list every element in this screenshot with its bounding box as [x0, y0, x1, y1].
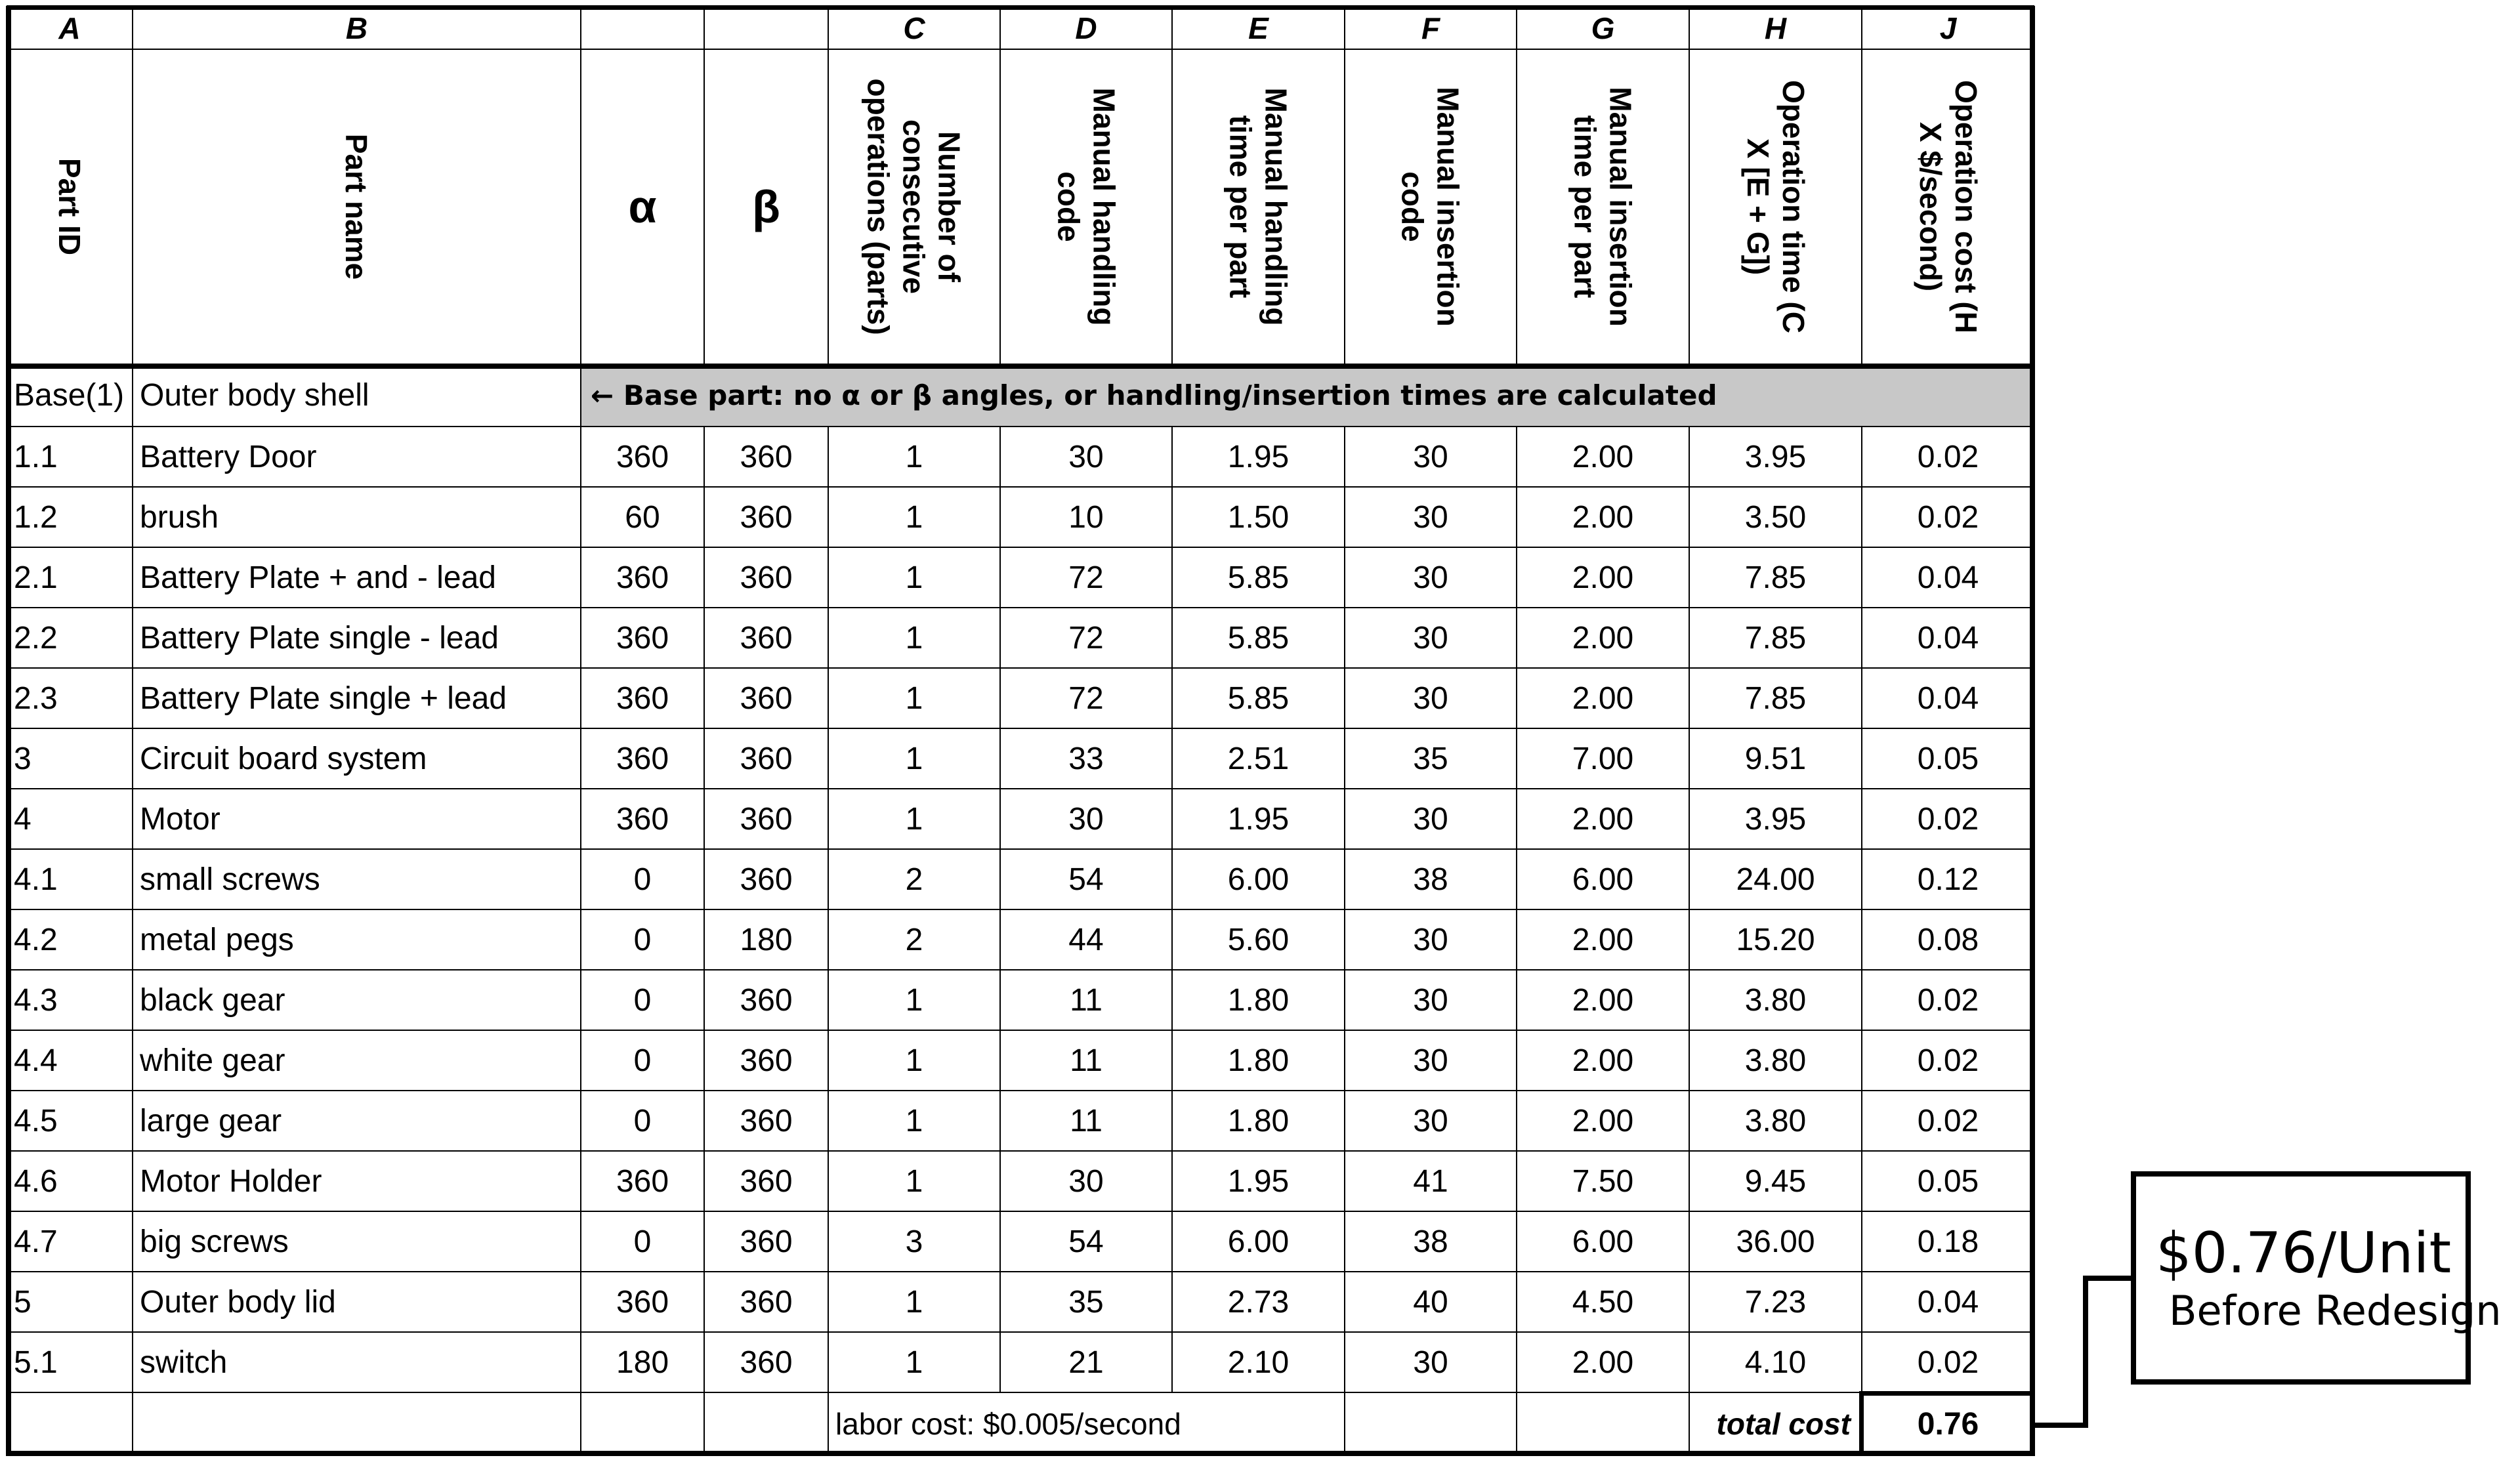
value-cell: 360 [704, 1331, 829, 1393]
value-cell: 72 [999, 667, 1173, 729]
column-letter [580, 6, 705, 50]
value-cell: 2 [828, 909, 1001, 970]
part-id-cell: 3 [6, 728, 133, 789]
part-id-cell: 1.1 [6, 426, 133, 488]
value-cell: 6.00 [1516, 1211, 1690, 1272]
column-header-label: Manual handling code [1051, 87, 1122, 326]
column-header-label: Operation cost (H X $/second) [1913, 80, 1983, 333]
value-cell: 1 [828, 1271, 1001, 1333]
value-cell: 6.00 [1516, 848, 1690, 910]
value-cell: 0.04 [1861, 667, 2035, 729]
value-cell: 0.18 [1861, 1211, 2035, 1272]
footer-empty-cell [132, 1392, 581, 1456]
value-cell: 360 [704, 667, 829, 729]
value-cell: 21 [999, 1331, 1173, 1393]
value-cell: 72 [999, 547, 1173, 608]
part-id-cell: 2.1 [6, 547, 133, 608]
value-cell: 0.04 [1861, 547, 2035, 608]
part-name-cell: Battery Plate single - lead [132, 607, 581, 669]
part-id-cell: 4.6 [6, 1150, 133, 1212]
base-part-id: Base(1) [6, 364, 133, 427]
value-cell: 33 [999, 728, 1173, 789]
column-header [1171, 49, 1345, 365]
value-cell: 30 [1344, 1331, 1517, 1393]
value-cell: 30 [1344, 1090, 1517, 1152]
part-name-cell: large gear [132, 1090, 581, 1152]
value-cell: 30 [1344, 426, 1517, 488]
value-cell: 30 [1344, 1030, 1517, 1091]
value-cell: 360 [704, 1271, 829, 1333]
value-cell: 360 [704, 1030, 829, 1091]
value-cell: 7.85 [1689, 607, 1862, 669]
value-cell: 7.23 [1689, 1271, 1862, 1333]
value-cell: 1 [828, 1030, 1001, 1091]
part-id-cell: 4.7 [6, 1211, 133, 1272]
footer-empty-cell [1516, 1392, 1690, 1456]
value-cell: 5.60 [1171, 909, 1345, 970]
part-name-cell: Battery Plate + and - lead [132, 547, 581, 608]
part-id-cell: 5 [6, 1271, 133, 1333]
unit-cost-amount: $0.76/Unit [2156, 1220, 2452, 1286]
value-cell: 1 [828, 547, 1001, 608]
value-cell: 11 [999, 1030, 1173, 1091]
base-part-note: ← Base part: no α or β angles, or handling/insertion times are calculated [580, 364, 2035, 427]
value-cell: 1 [828, 667, 1001, 729]
part-name-cell: brush [132, 486, 581, 548]
value-cell: 11 [999, 969, 1173, 1031]
part-name-cell: Circuit board system [132, 728, 581, 789]
column-letter: F [1344, 6, 1517, 50]
value-cell: 1 [828, 607, 1001, 669]
value-cell: 7.00 [1516, 728, 1690, 789]
part-name-cell: white gear [132, 1030, 581, 1091]
value-cell: 0.05 [1861, 1150, 2035, 1212]
value-cell: 0.12 [1861, 848, 2035, 910]
column-letter: J [1861, 6, 2035, 50]
column-letter: A [6, 6, 133, 50]
value-cell: 0 [580, 909, 705, 970]
column-header [132, 49, 581, 365]
value-cell: 0.04 [1861, 607, 2035, 669]
value-cell: 2.00 [1516, 1030, 1690, 1091]
header-divider [7, 364, 2034, 369]
value-cell: 54 [999, 1211, 1173, 1272]
value-cell: 35 [999, 1271, 1173, 1333]
value-cell: 360 [580, 1271, 705, 1333]
total-cost-label: total cost [1689, 1392, 1862, 1456]
value-cell: 0 [580, 848, 705, 910]
value-cell: 2.00 [1516, 547, 1690, 608]
part-name-cell: metal pegs [132, 909, 581, 970]
column-header-label: Manual insertion time per part [1568, 87, 1638, 327]
value-cell: 4.10 [1689, 1331, 1862, 1393]
value-cell: 9.45 [1689, 1150, 1862, 1212]
value-cell: 7.85 [1689, 667, 1862, 729]
column-letter: C [828, 6, 1001, 50]
value-cell: 0.02 [1861, 426, 2035, 488]
value-cell: 0.02 [1861, 788, 2035, 850]
value-cell: 360 [704, 1150, 829, 1212]
base-part-name: Outer body shell [132, 364, 581, 427]
value-cell: 1.80 [1171, 1090, 1345, 1152]
value-cell: 1.95 [1171, 788, 1345, 850]
value-cell: 360 [704, 728, 829, 789]
value-cell: 1 [828, 426, 1001, 488]
footer-empty-cell [704, 1392, 829, 1456]
value-cell: 0.02 [1861, 1090, 2035, 1152]
column-letter: B [132, 6, 581, 50]
value-cell: 0.02 [1861, 1331, 2035, 1393]
value-cell: 54 [999, 848, 1173, 910]
footer-empty-cell [6, 1392, 133, 1456]
value-cell: 3.80 [1689, 969, 1862, 1031]
part-id-cell: 4.5 [6, 1090, 133, 1152]
value-cell: 38 [1344, 848, 1517, 910]
value-cell: 15.20 [1689, 909, 1862, 970]
column-header-label: Part ID [52, 157, 87, 256]
value-cell: 2.00 [1516, 667, 1690, 729]
value-cell: 5.85 [1171, 607, 1345, 669]
column-header-label: Number of consecutive operations (parts) [862, 78, 967, 335]
value-cell: 360 [704, 426, 829, 488]
value-cell: 24.00 [1689, 848, 1862, 910]
value-cell: 6.00 [1171, 848, 1345, 910]
value-cell: 1.80 [1171, 1030, 1345, 1091]
value-cell: 44 [999, 909, 1173, 970]
labor-cost-note: labor cost: $0.005/second [828, 1392, 1345, 1456]
total-cost-value: 0.76 [1861, 1392, 2035, 1456]
value-cell: 3 [828, 1211, 1001, 1272]
column-header [6, 49, 133, 365]
value-cell: 0.02 [1861, 486, 2035, 548]
value-cell: 2.00 [1516, 969, 1690, 1031]
column-letter: E [1171, 6, 1345, 50]
value-cell: 30 [999, 426, 1173, 488]
part-id-cell: 4.3 [6, 969, 133, 1031]
value-cell: 2.51 [1171, 728, 1345, 789]
value-cell: 2.73 [1171, 1271, 1345, 1333]
value-cell: 360 [704, 788, 829, 850]
value-cell: 2 [828, 848, 1001, 910]
value-cell: 2.00 [1516, 426, 1690, 488]
unit-cost-subtitle: Before Redesign [2169, 1286, 2502, 1335]
value-cell: 41 [1344, 1150, 1517, 1212]
value-cell: 5.85 [1171, 667, 1345, 729]
value-cell: 2.00 [1516, 486, 1690, 548]
value-cell: 360 [704, 607, 829, 669]
value-cell: 40 [1344, 1271, 1517, 1333]
value-cell: 5.85 [1171, 547, 1345, 608]
part-id-cell: 2.2 [6, 607, 133, 669]
part-name-cell: Battery Plate single + lead [132, 667, 581, 729]
column-header [1689, 49, 1862, 365]
value-cell: 0 [580, 969, 705, 1031]
column-letter: D [999, 6, 1173, 50]
part-name-cell: Outer body lid [132, 1271, 581, 1333]
value-cell: 11 [999, 1090, 1173, 1152]
value-cell: 1 [828, 1150, 1001, 1212]
column-header [999, 49, 1173, 365]
value-cell: 360 [580, 1150, 705, 1212]
unit-cost-callout [2131, 1171, 2502, 1385]
column-header-label: Manual handling time per part [1223, 87, 1293, 326]
value-cell: 360 [580, 607, 705, 669]
total-cost-box [1859, 1391, 2034, 1455]
value-cell: 1.50 [1171, 486, 1345, 548]
column-header [1344, 49, 1517, 365]
value-cell: 360 [704, 547, 829, 608]
value-cell: 0.02 [1861, 969, 2035, 1031]
value-cell: 360 [704, 1211, 829, 1272]
value-cell: 30 [999, 1150, 1173, 1212]
value-cell: 2.00 [1516, 788, 1690, 850]
value-cell: 0.08 [1861, 909, 2035, 970]
value-cell: 3.95 [1689, 788, 1862, 850]
value-cell: 30 [1344, 969, 1517, 1031]
value-cell: 1 [828, 1331, 1001, 1393]
value-cell: 2.10 [1171, 1331, 1345, 1393]
value-cell: 30 [1344, 607, 1517, 669]
value-cell: 60 [580, 486, 705, 548]
value-cell: 30 [1344, 486, 1517, 548]
part-id-cell: 1.2 [6, 486, 133, 548]
value-cell: 360 [580, 788, 705, 850]
column-letter: H [1689, 6, 1862, 50]
part-id-cell: 4.1 [6, 848, 133, 910]
angle-header-label: α [628, 181, 657, 232]
part-id-cell: 4.2 [6, 909, 133, 970]
value-cell: 38 [1344, 1211, 1517, 1272]
angle-header-label: β [752, 181, 780, 232]
value-cell: 360 [580, 728, 705, 789]
footer-empty-cell [580, 1392, 705, 1456]
column-header-label: Manual insertion code [1396, 87, 1466, 327]
value-cell: 3.80 [1689, 1030, 1862, 1091]
value-cell: 7.85 [1689, 547, 1862, 608]
value-cell: 9.51 [1689, 728, 1862, 789]
column-header [1516, 49, 1690, 365]
value-cell: 1.95 [1171, 426, 1345, 488]
value-cell: 0 [580, 1030, 705, 1091]
value-cell: 2.00 [1516, 1090, 1690, 1152]
value-cell: 360 [704, 486, 829, 548]
value-cell: 360 [704, 1090, 829, 1152]
part-name-cell: Motor Holder [132, 1150, 581, 1212]
value-cell: 0.04 [1861, 1271, 2035, 1333]
column-letter [704, 6, 829, 50]
part-id-cell: 5.1 [6, 1331, 133, 1393]
column-header-label: Operation time (C X [E + G]) [1740, 80, 1811, 333]
column-header-label: Part name [339, 133, 374, 280]
part-name-cell: Battery Door [132, 426, 581, 488]
value-cell: 3.50 [1689, 486, 1862, 548]
part-name-cell: big screws [132, 1211, 581, 1272]
column-letter: G [1516, 6, 1690, 50]
part-name-cell: Motor [132, 788, 581, 850]
value-cell: 360 [704, 969, 829, 1031]
value-cell: 30 [1344, 788, 1517, 850]
value-cell: 180 [580, 1331, 705, 1393]
value-cell: 360 [704, 848, 829, 910]
value-cell: 30 [1344, 667, 1517, 729]
value-cell: 2.00 [1516, 607, 1690, 669]
column-header [828, 49, 1001, 365]
value-cell: 1 [828, 969, 1001, 1031]
part-name-cell: black gear [132, 969, 581, 1031]
value-cell: 1.95 [1171, 1150, 1345, 1212]
part-name-cell: small screws [132, 848, 581, 910]
value-cell: 1 [828, 1090, 1001, 1152]
value-cell: 360 [580, 426, 705, 488]
value-cell: 1.80 [1171, 969, 1345, 1031]
part-id-cell: 4.4 [6, 1030, 133, 1091]
value-cell: 360 [580, 667, 705, 729]
value-cell: 7.50 [1516, 1150, 1690, 1212]
value-cell: 360 [580, 547, 705, 608]
footer-empty-cell [1344, 1392, 1517, 1456]
value-cell: 30 [1344, 909, 1517, 970]
column-header [580, 49, 705, 365]
value-cell: 35 [1344, 728, 1517, 789]
value-cell: 30 [1344, 547, 1517, 608]
value-cell: 10 [999, 486, 1173, 548]
value-cell: 2.00 [1516, 909, 1690, 970]
value-cell: 3.95 [1689, 426, 1862, 488]
part-id-cell: 2.3 [6, 667, 133, 729]
value-cell: 6.00 [1171, 1211, 1345, 1272]
value-cell: 180 [704, 909, 829, 970]
value-cell: 3.80 [1689, 1090, 1862, 1152]
value-cell: 4.50 [1516, 1271, 1690, 1333]
column-header [1861, 49, 2035, 365]
column-header [704, 49, 829, 365]
value-cell: 72 [999, 607, 1173, 669]
value-cell: 0.02 [1861, 1030, 2035, 1091]
value-cell: 36.00 [1689, 1211, 1862, 1272]
part-name-cell: switch [132, 1331, 581, 1393]
value-cell: 30 [999, 788, 1173, 850]
value-cell: 1 [828, 728, 1001, 789]
value-cell: 2.00 [1516, 1331, 1690, 1393]
value-cell: 1 [828, 788, 1001, 850]
part-id-cell: 4 [6, 788, 133, 850]
value-cell: 0 [580, 1090, 705, 1152]
value-cell: 1 [828, 486, 1001, 548]
value-cell: 0.05 [1861, 728, 2035, 789]
value-cell: 0 [580, 1211, 705, 1272]
